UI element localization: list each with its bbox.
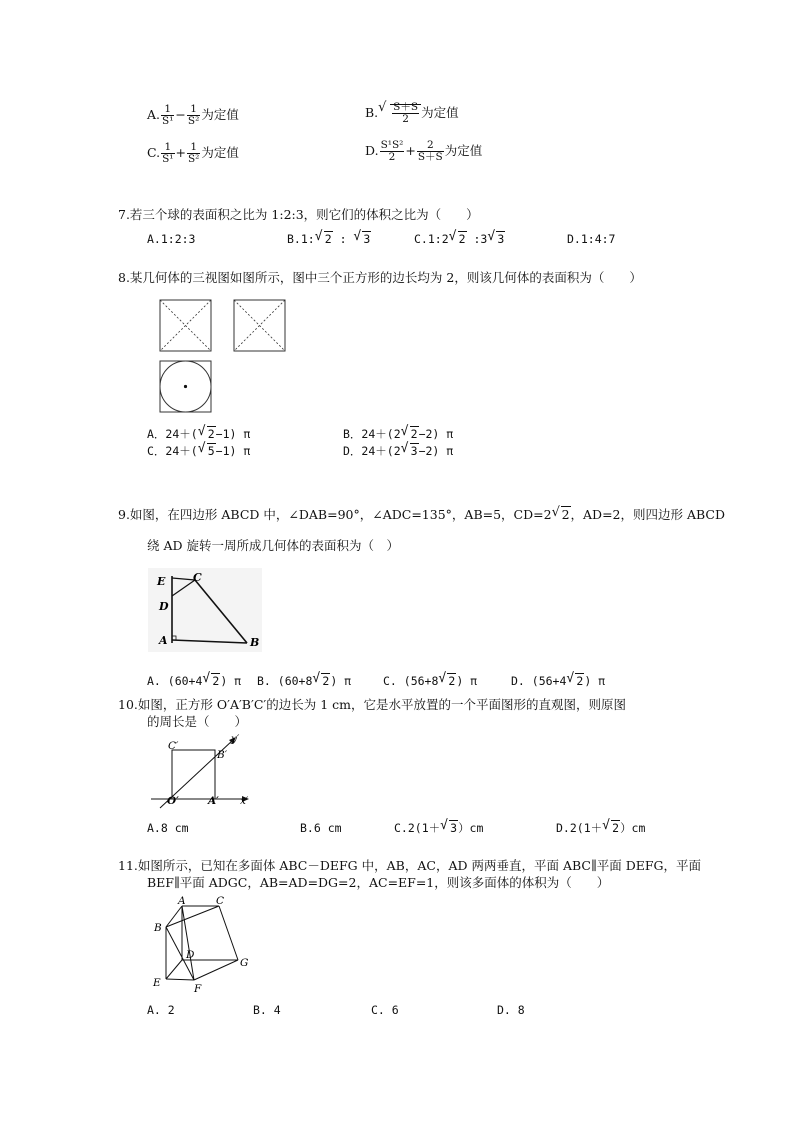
q6-option-a: A. $\frac{1}{\text{S¹}}$ − $\frac{1}{\text{S²}}$ 为定值	[147, 103, 239, 127]
q7-option-a: A.1:2:3	[147, 232, 196, 246]
label-x-prime: x′	[240, 795, 249, 807]
label-c: C	[193, 571, 202, 584]
q8-option-c: C．24＋(√ 5−1) π	[147, 443, 250, 459]
label-f: F	[194, 983, 202, 995]
q7-option-d: D.1:4:7	[567, 232, 616, 246]
q7-option-b: B.1:√ 2 : √ 3	[287, 231, 371, 247]
q9-option-d: D. (56+4√ 2) π	[511, 673, 605, 689]
label-a: A	[178, 895, 186, 907]
q10-option-c: C.2(1＋√ 3）cm	[394, 820, 483, 836]
q9-option-c: C. (56+8√ 2) π	[383, 673, 477, 689]
label-d: D	[159, 600, 169, 613]
q8-stem: 8.某几何体的三视图如图所示，图中三个正方形的边长均为 2，则该几何体的表面积为（ ）	[118, 270, 642, 285]
label-g: G	[240, 957, 249, 969]
q7-option-c: C.1:2√ 2 :3√ 3	[414, 231, 505, 247]
label-b-prime: B′	[217, 749, 228, 761]
q6-option-b: B. √ $\frac{S+S}{2}$ 为定值	[365, 102, 459, 125]
label-c-prime: C′	[168, 740, 179, 752]
q11-option-a: A. 2	[147, 1003, 175, 1017]
q10-option-a: A.8 cm	[147, 821, 189, 835]
label-a: A	[159, 634, 168, 647]
q10-option-b: B.6 cm	[300, 821, 342, 835]
q9-option-b: B. (60+8√ 2) π	[257, 673, 351, 689]
q10-stem-line2: 的周长是（ ）	[147, 714, 248, 729]
q10-stem-line1: 10.如图，正方形 O′A′B′C′的边长为 1 cm，它是水平放置的一个平面图形的直观图，则原图	[118, 697, 626, 712]
q6-option-d: D. $\frac{\text{S¹S²}}{2}$ + $\frac{2}{S+S}$ 为定值	[365, 139, 483, 163]
q11-option-c: C. 6	[371, 1003, 399, 1017]
q11-option-b: B. 4	[253, 1003, 281, 1017]
q8-option-d: D．24＋(2√ 3−2) π	[343, 443, 453, 459]
q6-option-c: C. $\frac{1}{\text{S¹}}$ + $\frac{1}{\text{S²}}$ 为定值	[147, 141, 239, 165]
q11-stem-line2: BEF∥平面 ADGC，AB=AD=DG=2，AC=EF=1，则该多面体的体积为（ ）	[147, 875, 610, 890]
label-c: C	[216, 895, 225, 907]
label-a-prime: A′	[208, 795, 219, 807]
label-e: E	[153, 977, 161, 989]
label-b: B	[250, 636, 260, 649]
label-d: D	[186, 949, 195, 961]
q8-option-a: A．24＋(√ 2−1) π	[147, 426, 250, 442]
q11-option-d: D. 8	[497, 1003, 525, 1017]
q9-stem-line1: 9.如图，在四边形 ABCD 中，∠DAB=90°，∠ADC=135°，AB=5，CD=2√ 2，AD=2，则四边形 ABCD	[118, 507, 725, 523]
label-o-prime: O′	[167, 795, 179, 807]
label-e: E	[157, 575, 166, 588]
label-y-prime: y′	[231, 733, 240, 745]
q9-option-a: A. (60+4√ 2) π	[147, 673, 241, 689]
label-b: B	[154, 922, 162, 934]
q11-stem-line1: 11.如图所示，已知在多面体 ABC－DEFG 中，AB，AC，AD 两两垂直，平面 ABC∥平面 DEFG，平面	[118, 858, 702, 873]
q7-stem: 7.若三个球的表面积之比为 1:2:3，则它们的体积之比为（ ）	[118, 207, 479, 222]
q10-option-d: D.2(1＋√ 2）cm	[556, 820, 645, 836]
q8-option-b: B．24＋(2√ 2−2) π	[343, 426, 453, 442]
q9-stem-line2: 绕 AD 旋转一周所成几何体的表面积为（ ）	[147, 538, 399, 553]
